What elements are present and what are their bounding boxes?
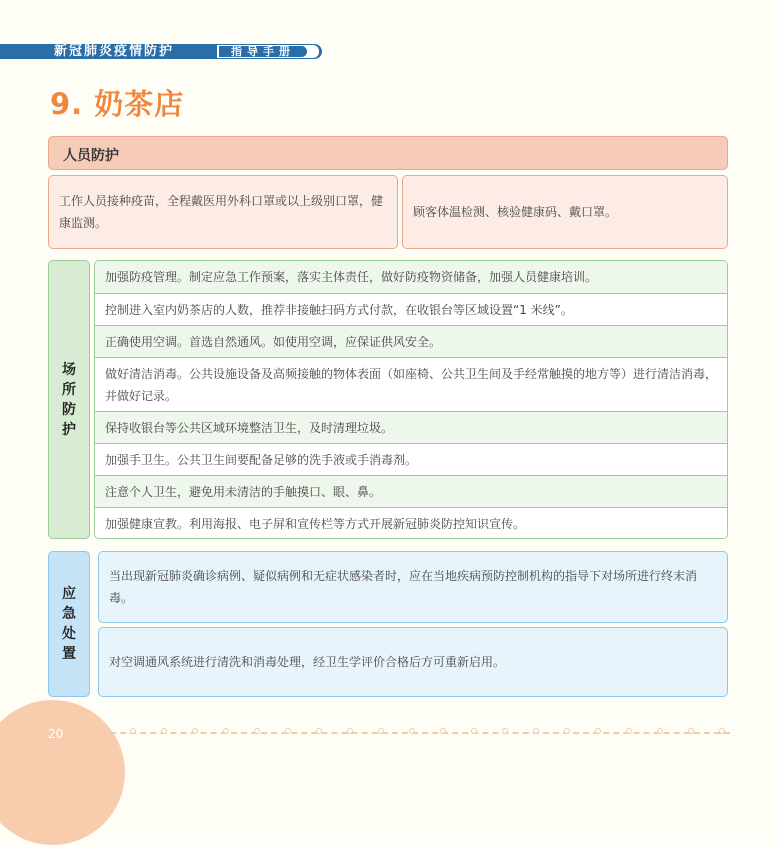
page-number-circle [0,700,125,845]
site-item-text: 加强手卫生。公共卫生间要配备足够的洗手液或手消毒剂。 [105,452,418,467]
footer-deco-dot [440,728,446,734]
footer-deco-dot [564,728,570,734]
site-item [95,475,727,507]
footer-deco-dot [192,728,198,734]
footer-deco-dot [378,728,384,734]
site-item [95,507,727,539]
site-item-text: 加强防疫管理。制定应急工作预案，落实主体责任，做好防疫物资储备，加强人员健康培训。 [105,270,598,284]
customer-protection-box [402,175,728,249]
site-item [95,357,727,411]
header-title: 新冠肺炎疫情防护 [54,44,175,59]
site-protection-list [94,260,728,539]
footer-deco-dot [533,728,539,734]
site-protection-label-text: 场所防护 [62,361,76,438]
footer-deco-dot [347,728,353,734]
footer-deco-dot [471,728,477,734]
footer-deco-dot [626,728,632,734]
site-item [95,411,727,443]
footer-deco-dot [285,728,291,734]
footer-deco-dot [130,728,136,734]
footer-deco-dot [502,728,508,734]
footer-deco-dot [688,728,694,734]
site-item-text: 正确使用空调。首选自然通风。如使用空调，应保证供风安全。 [105,334,442,349]
page-title: 9. 奶茶店 [50,87,185,121]
footer-deco-dot [161,728,167,734]
staff-protection-text: 工作人员接种疫苗，全程戴医用外科口罩或以上级别口罩，健康监测。 [59,194,384,230]
site-item-text: 加强健康宣教。利用海报、电子屏和宣传栏等方式开展新冠肺炎防控知识宣传。 [105,517,526,531]
site-item [95,261,727,293]
footer-deco-dot [595,728,601,734]
site-item [95,325,727,357]
footer-deco-dot [316,728,322,734]
site-protection-label [48,260,90,539]
people-protection-header [48,136,728,170]
emergency-label [48,551,90,697]
emergency-item [98,627,728,697]
footer-deco-dot [409,728,415,734]
header-badge [216,44,320,59]
site-item-text: 控制进入室内奶茶店的人数，推荐非接触扫码方式付款，在收银台等区域设置“1 米线”。 [105,302,573,317]
emergency-item-text: 当出现新冠肺炎确诊病例、疑似病例和无症状感染者时，应在当地疾病预防控制机构的指导下对场所进行终末消毒。 [109,569,698,605]
footer-deco-dot [254,728,260,734]
footer-deco-dot [223,728,229,734]
emergency-label-text: 应急处置 [62,586,76,662]
footer-deco-dot [719,728,725,734]
site-item-text: 注意个人卫生，避免用未清洁的手触摸口、眼、鼻。 [105,484,382,499]
footer-deco-dot [657,728,663,734]
site-item [95,443,727,475]
emergency-item-text: 对空调通风系统进行清洗和消毒处理，经卫生学评价合格后方可重新启用。 [109,655,506,669]
site-item [95,293,727,325]
site-item-text: 做好清洁消毒。公共设施设备及高频接触的物体表面（如座椅、公共卫生间及手经常触摸的地方等）进行清洁消毒，并做好记录。 [105,366,718,403]
staff-protection-box [48,175,398,249]
people-protection-title: 人员防护 [63,148,119,164]
site-item-text: 保持收银台等公共区域环境整洁卫生，及时清理垃圾。 [105,420,394,435]
emergency-item [98,551,728,623]
customer-protection-text: 顾客体温检测、核验健康码、戴口罩。 [413,205,618,219]
header-badge-label: 指导手册 [219,46,307,57]
page-number: 20 [48,727,64,741]
